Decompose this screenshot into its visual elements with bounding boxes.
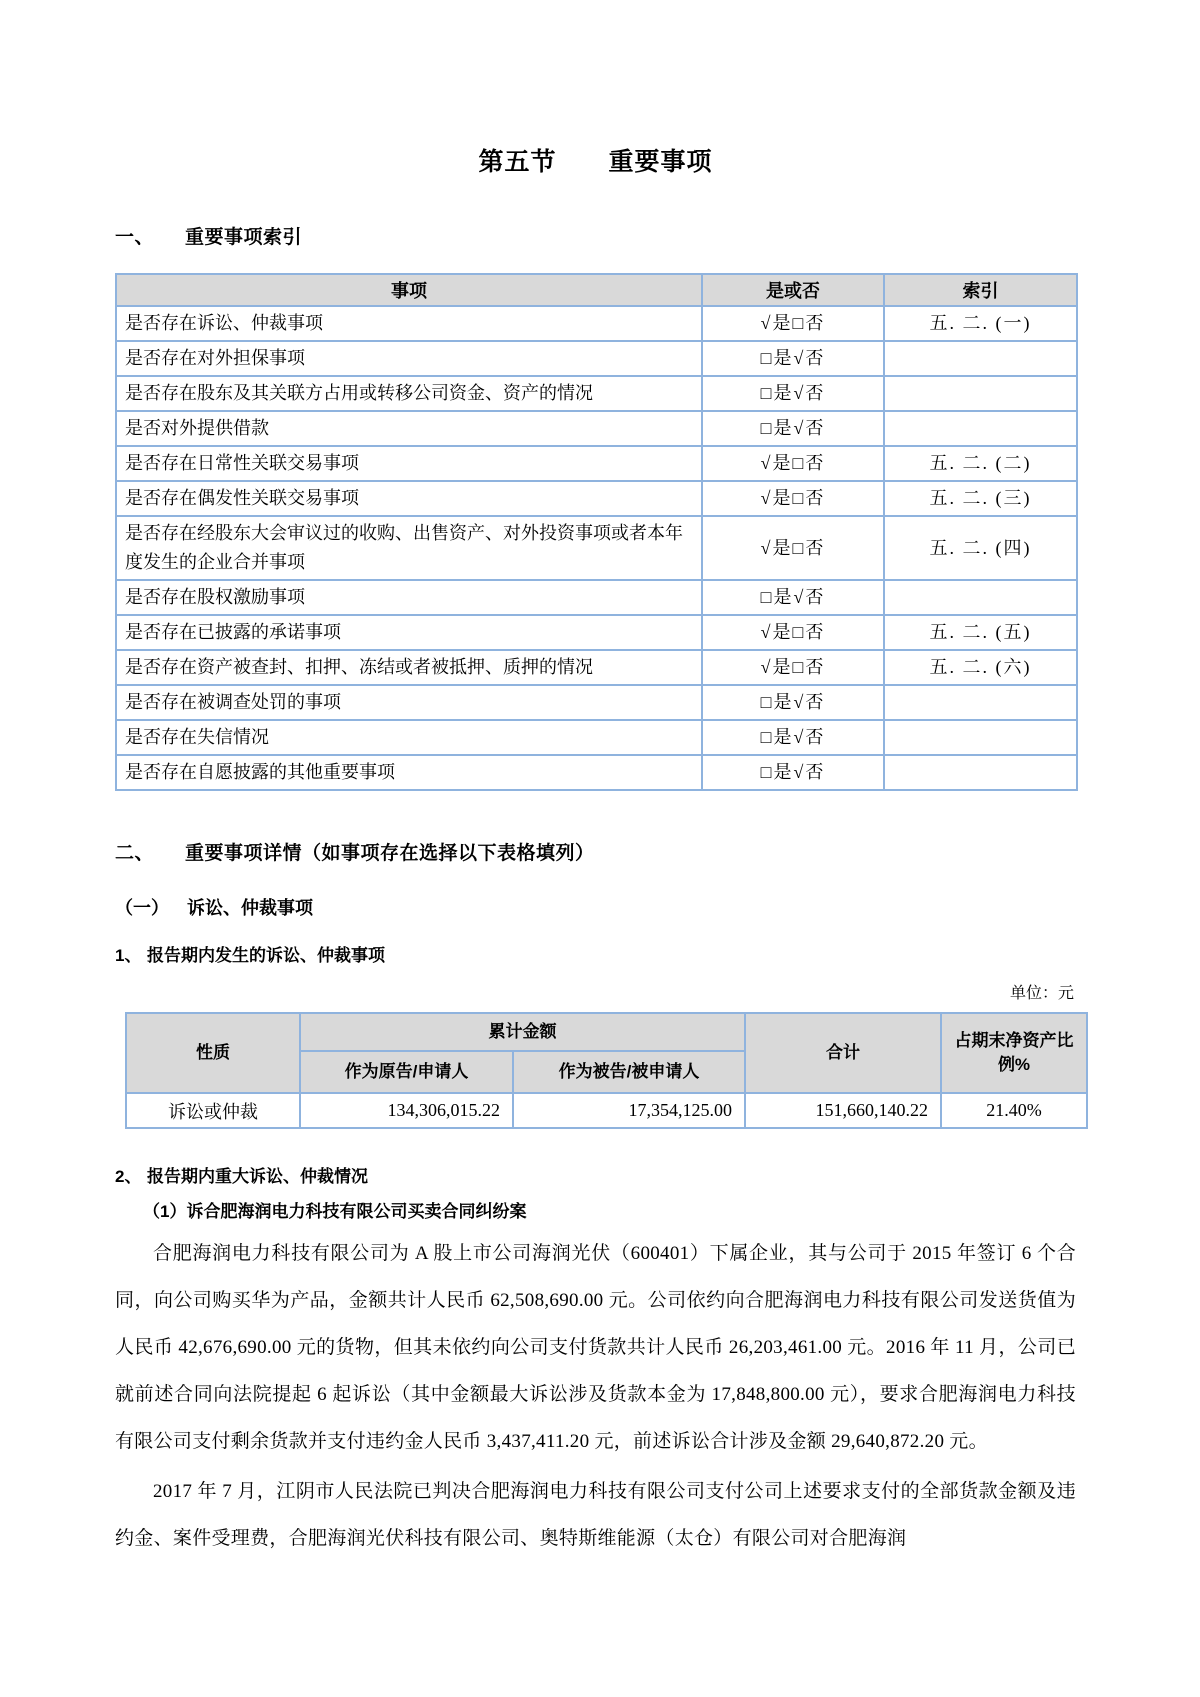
matters-index-table (115, 273, 1078, 791)
cell-item: 是否对外提供借款 (116, 411, 702, 446)
cell-index: 五. 二. (一) (884, 306, 1077, 341)
section-1-heading (115, 225, 1076, 251)
column-header-net-asset-ratio: 占期末净资产比例% (941, 1013, 1087, 1093)
column-header-cumulative-amount: 累计金额 (300, 1013, 745, 1051)
cell-index (884, 411, 1077, 446)
section-2-title: 重要事项详情（如事项存在选择以下表格填列） (185, 843, 595, 864)
cell-item: 是否存在被调查处罚的事项 (116, 685, 702, 720)
cell-yes-no: □是√否 (702, 376, 884, 411)
litigation-header-row-1 (126, 1013, 1087, 1051)
column-header-item: 事项 (116, 274, 702, 306)
table-row (116, 615, 1077, 650)
cell-net-asset-ratio: 21.40% (941, 1093, 1087, 1128)
cell-yes-no: √是□否 (702, 650, 884, 685)
item-2-heading (115, 1165, 1076, 1189)
page-title: 第五节 重要事项 (478, 148, 713, 176)
cell-index (884, 685, 1077, 720)
cell-yes-no: □是√否 (702, 755, 884, 790)
cell-yes-no: □是√否 (702, 720, 884, 755)
cell-yes-no: □是√否 (702, 685, 884, 720)
cell-item: 是否存在已披露的承诺事项 (116, 615, 702, 650)
subsection-1-number: （一） (115, 898, 169, 918)
cell-item: 是否存在股权激励事项 (116, 580, 702, 615)
table-row (116, 720, 1077, 755)
table-row (116, 685, 1077, 720)
cell-yes-no: √是□否 (702, 306, 884, 341)
table-row (116, 481, 1077, 516)
cell-item: 是否存在日常性关联交易事项 (116, 446, 702, 481)
column-header-as-defendant: 作为被告/被申请人 (513, 1051, 745, 1093)
column-header-total: 合计 (745, 1013, 941, 1093)
item-2-title: 报告期内重大诉讼、仲裁情况 (147, 1167, 368, 1186)
cell-item: 是否存在失信情况 (116, 720, 702, 755)
subsection-1-title: 诉讼、仲裁事项 (187, 898, 313, 918)
section-1-number: 一、 (115, 227, 155, 248)
cell-total: 151,660,140.22 (745, 1093, 941, 1128)
item-2-number: 2、 (115, 1167, 142, 1186)
item-1-title: 报告期内发生的诉讼、仲裁事项 (147, 946, 385, 965)
cell-yes-no: √是□否 (702, 516, 884, 580)
cell-item: 是否存在诉讼、仲裁事项 (116, 306, 702, 341)
table-row (116, 580, 1077, 615)
cell-index: 五. 二. (二) (884, 446, 1077, 481)
column-header-yes-no: 是或否 (702, 274, 884, 306)
matters-index-table-body (116, 306, 1077, 790)
cell-item: 是否存在自愿披露的其他重要事项 (116, 755, 702, 790)
cell-index (884, 341, 1077, 376)
cell-item: 是否存在资产被查封、扣押、冻结或者被抵押、质押的情况 (116, 650, 702, 685)
litigation-data-row (126, 1093, 1087, 1128)
table-row (116, 516, 1077, 580)
matters-index-header-row (116, 274, 1077, 306)
case-1-title: 诉合肥海润电力科技有限公司买卖合同纠纷案 (186, 1202, 527, 1221)
table-row (116, 446, 1077, 481)
subsection-1-heading (115, 896, 1076, 921)
cell-yes-no: □是√否 (702, 580, 884, 615)
cell-index (884, 755, 1077, 790)
column-header-as-plaintiff: 作为原告/申请人 (300, 1051, 513, 1093)
table-row (116, 341, 1077, 376)
cell-item: 是否存在对外担保事项 (116, 341, 702, 376)
cell-as-plaintiff: 134,306,015.22 (300, 1093, 513, 1128)
cell-yes-no: □是√否 (702, 411, 884, 446)
table-row (116, 411, 1077, 446)
cell-index (884, 376, 1077, 411)
paragraph-court-ruling: 2017 年 7 月，江阴市人民法院已判决合肥海润电力科技有限公司支付公司上述要求支付的全部货款金额及违约金、案件受理费，合肥海润光伏科技有限公司、奥特斯维能源（太仓）有限公司对合肥海润 (115, 1481, 1076, 1549)
cell-index: 五. 二. (四) (884, 516, 1077, 580)
cell-as-defendant: 17,354,125.00 (513, 1093, 745, 1128)
cell-item: 是否存在股东及其关联方占用或转移公司资金、资产的情况 (116, 376, 702, 411)
table-row (116, 755, 1077, 790)
cell-yes-no: √是□否 (702, 615, 884, 650)
document-page (115, 0, 1076, 1562)
column-header-index: 索引 (884, 274, 1077, 306)
case-1-heading (115, 1200, 1076, 1224)
cell-nature: 诉讼或仲裁 (126, 1093, 300, 1128)
cell-index (884, 720, 1077, 755)
table-row (116, 376, 1077, 411)
section-1-title: 重要事项索引 (185, 227, 303, 248)
cell-item: 是否存在经股东大会审议过的收购、出售资产、对外投资事项或者本年度发生的企业合并事项 (116, 516, 702, 580)
paragraph-case-details: 合肥海润电力科技有限公司为 A 股上市公司海润光伏（600401）下属企业，其与公司于 2015 年签订 6 个合同，向公司购买华为产品，金额共计人民币 62,508,690.00 元。公司依约向合肥海润电力科技有限公司发送货值为人民币 42,676,690.00 元的货物，但其未依约向公司支付货款共计人民币 26,203,461.00 元。2016 年 11 月，公司已就前述合同向法院提起 6 起诉讼（其中金额最大诉讼涉及货款本金为 17,848,800.00 元），要求合肥海润电力科技有限公司支付剩余货款并支付违约金人民币 3,437,411.20 元，前述诉讼合计涉及金额 29,640,872.20 元。 (115, 1243, 1076, 1452)
cell-yes-no: √是□否 (702, 446, 884, 481)
table-row (116, 306, 1077, 341)
cell-index: 五. 二. (三) (884, 481, 1077, 516)
case-1-number: （1） (143, 1202, 187, 1221)
cell-yes-no: √是□否 (702, 481, 884, 516)
cell-index: 五. 二. (六) (884, 650, 1077, 685)
table-row (116, 650, 1077, 685)
unit-label: 单位：元 (1009, 985, 1074, 1002)
cell-yes-no: □是√否 (702, 341, 884, 376)
cell-index: 五. 二. (五) (884, 615, 1077, 650)
cell-index (884, 580, 1077, 615)
section-2-number: 二、 (115, 843, 155, 864)
litigation-summary-table (125, 1012, 1088, 1129)
item-1-heading (115, 944, 1076, 968)
item-1-number: 1、 (115, 946, 142, 965)
cell-item: 是否存在偶发性关联交易事项 (116, 481, 702, 516)
column-header-nature: 性质 (126, 1013, 300, 1093)
section-2-heading (115, 841, 1076, 867)
